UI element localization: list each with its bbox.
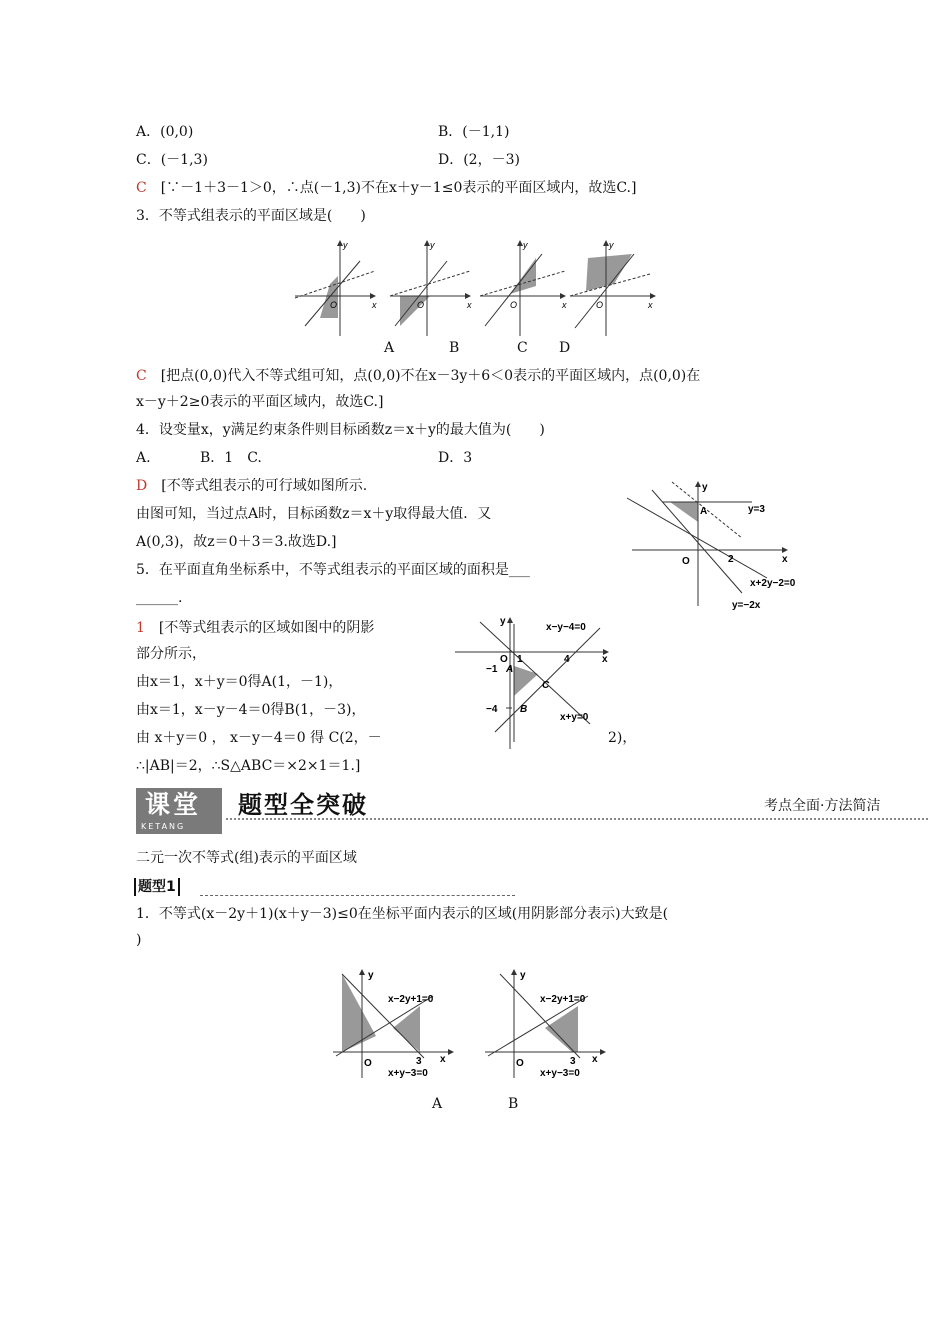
- q4-option-a: A.: [136, 450, 151, 466]
- answer-letter: C: [136, 368, 147, 384]
- option-d: D．(2，－3): [438, 152, 520, 168]
- answer-text: [把点(0,0)代入不等式组可知，点(0,0)不在x－3y＋6＜0表示的平面区域内，点(0,0)在: [160, 368, 701, 384]
- q3-a-o: O: [330, 300, 338, 310]
- q1-figure-b: [480, 966, 610, 1084]
- section-tag: 题型1: [134, 878, 180, 896]
- q4-option-bc: B．1 C.: [200, 450, 262, 466]
- q3-stem: 3．不等式组表示的平面区域是( ): [136, 208, 366, 224]
- banner-right: 考点全面·方法简洁: [764, 798, 881, 814]
- q4-fig-line-y3: y=3: [748, 504, 765, 515]
- q1b-x: x: [592, 1054, 598, 1065]
- q3-d-o: O: [596, 300, 604, 310]
- q5-answer-line5b: 2)，: [608, 730, 637, 746]
- q3-c-o: O: [510, 300, 518, 310]
- q5-fig-a: A: [506, 664, 514, 675]
- q4-fig-line-1: x+2y−2=0: [750, 578, 796, 589]
- option-b: B．(－1,1): [438, 124, 510, 140]
- q3-label-c: C: [517, 340, 528, 356]
- banner-sub: KETANG: [141, 822, 186, 831]
- q3-label-b: B: [449, 340, 460, 356]
- q4-option-d: D．3: [438, 450, 473, 466]
- q4-fig-2: 2: [728, 554, 734, 565]
- q1a-o: O: [364, 1058, 372, 1069]
- q4-answer-line2: 由图可知，当过点A时，目标函数z＝x＋y取得最大值．又: [136, 506, 492, 522]
- q5-fig-neg4: −4: [486, 704, 498, 715]
- banner-title: 题型全突破: [238, 791, 368, 819]
- banner-main: 课堂: [145, 790, 202, 819]
- q4-fig-y: y: [702, 482, 708, 493]
- q1-line1: 1．不等式(x－2y＋1)(x＋y－3)≤0在坐标平面内表示的区域(用阴影部分表示)大致是(: [136, 906, 669, 922]
- q4-fig-a: A: [700, 506, 708, 517]
- q5-fig-y: y: [500, 616, 506, 627]
- q5-fig-1: 1: [517, 654, 523, 665]
- q3-graph-c: [480, 240, 567, 336]
- q5-answer-line1: [136, 618, 374, 638]
- q5-answer-line5a: 由 x＋y＝0 ， x－y－4＝0 得 C(2，－: [136, 730, 382, 746]
- q1a-line-2: x+y−3=0: [388, 1068, 428, 1079]
- q5-fig-x: x: [602, 654, 608, 665]
- q5-answer-line2: 部分所示，: [136, 646, 206, 662]
- answer-letter: D: [136, 478, 148, 494]
- q1b-y: y: [520, 970, 526, 981]
- q5-blank: ______.: [136, 590, 183, 606]
- answer-text: [∵－1＋3－1＞0，∴点(－1,3)不在x＋y－1≤0表示的平面区域内，故选C.]: [160, 180, 637, 196]
- q1-label-b: B: [508, 1096, 519, 1112]
- q1b-line-1: x−2y+1=0: [540, 994, 586, 1005]
- q5-fig-b: B: [520, 704, 528, 715]
- answer-letter: C: [136, 180, 147, 196]
- q3-c-y: y: [523, 240, 528, 250]
- q3-d-x: x: [648, 300, 653, 310]
- q4-answer-line1: [136, 476, 367, 496]
- q2-answer: [136, 178, 636, 198]
- q3-b-y: y: [430, 240, 435, 250]
- q1-label-a: A: [432, 1096, 443, 1112]
- q5-fig-line-2: x+y=0: [560, 712, 589, 723]
- option-c: C．(－1,3): [136, 152, 208, 168]
- q4-fig-x: x: [782, 554, 788, 565]
- answer-text: [不等式组表示的可行域如图所示.: [161, 478, 368, 494]
- q3-b-o: O: [417, 300, 425, 310]
- q3-c-x: x: [562, 300, 567, 310]
- q1a-y: y: [368, 970, 374, 981]
- q1a-x: x: [440, 1054, 446, 1065]
- q4-figure: [622, 478, 822, 613]
- q4-stem: 4．设变量x，y满足约束条件则目标函数z＝x＋y的最大值为( ): [136, 422, 545, 438]
- q5-stem: 5．在平面直角坐标系中，不等式组表示的平面区域的面积是___: [136, 562, 530, 578]
- q3-a-y: y: [343, 240, 348, 250]
- answer-letter: 1: [136, 620, 145, 636]
- q4-fig-line-2: y=−2x: [732, 600, 761, 611]
- q3-d-y: y: [609, 240, 614, 250]
- q3-label-a: A: [384, 340, 395, 356]
- banner-dotted-line: [226, 818, 928, 820]
- q5-answer-line6: ∴|AB|＝2，∴S△ABC＝×2×1＝1.]: [136, 758, 361, 774]
- q4-fig-o: O: [682, 556, 690, 567]
- answer-text: [不等式组表示的区域如图中的阴影: [158, 620, 375, 636]
- q3-graphs: [290, 236, 660, 346]
- option-a: A．(0,0): [136, 124, 194, 140]
- q5-fig-4: 4: [564, 654, 570, 665]
- q1-figure-a: [328, 966, 458, 1084]
- q5-fig-o: O: [500, 654, 508, 665]
- section-heading: 二元一次不等式(组)表示的平面区域: [136, 850, 357, 866]
- q1b-3: 3: [570, 1056, 576, 1067]
- q5-figure: [450, 614, 615, 754]
- q1a-line-1: x−2y+1=0: [388, 994, 434, 1005]
- q1b-line-2: x+y−3=0: [540, 1068, 580, 1079]
- q4-answer-line3: A(0,3)，故z＝0＋3＝3.故选D.]: [136, 534, 337, 550]
- q5-answer-line3: 由x＝1，x＋y＝0得A(1，－1)，: [136, 674, 343, 690]
- q3-label-d: D: [559, 340, 571, 356]
- q5-fig-c: C: [542, 680, 550, 691]
- q3-graph-d: [570, 240, 655, 336]
- section-dashed-line: [200, 895, 515, 896]
- q5-answer-line4: 由x＝1，x－y－4＝0得B(1，－3)，: [136, 702, 366, 718]
- q1a-3: 3: [416, 1056, 422, 1067]
- q3-answer-line2: x－y＋2≥0表示的平面区域内，故选C.]: [136, 394, 384, 410]
- q1b-o: O: [516, 1058, 524, 1069]
- q3-b-x: x: [467, 300, 472, 310]
- q3-graph-a: [295, 240, 377, 336]
- q3-graph-b: [390, 240, 472, 336]
- q5-fig-line-1: x−y−4=0: [546, 622, 586, 633]
- q3-answer-line1: [136, 366, 700, 386]
- q5-fig-neg1: −1: [486, 664, 498, 675]
- q3-a-x: x: [372, 300, 377, 310]
- q1-line2: ): [136, 932, 142, 948]
